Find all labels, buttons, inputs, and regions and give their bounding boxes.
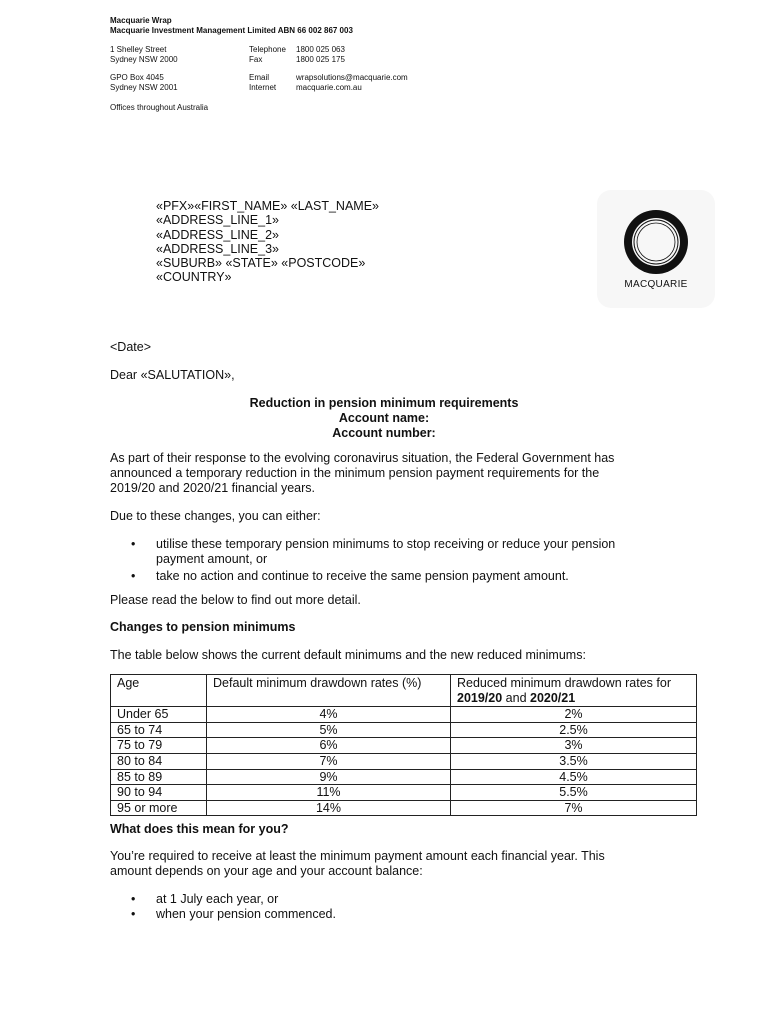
- sender-name: Macquarie Wrap: [110, 16, 172, 25]
- table-row: [111, 707, 697, 723]
- default-rate-cell: 9%: [207, 769, 451, 785]
- fax-label: Fax: [249, 55, 263, 64]
- read-below: Please read the below to find out more detail.: [110, 593, 361, 607]
- age-cell: 65 to 74: [111, 722, 207, 738]
- contact-grid: [110, 45, 466, 93]
- age-cell: 95 or more: [111, 800, 207, 816]
- po-box: GPO Box 4045: [110, 73, 164, 82]
- column-header-reduced: [451, 675, 697, 707]
- list-item: • at 1 July each year, or: [110, 892, 650, 907]
- telephone-label: Telephone: [249, 45, 286, 54]
- logo-wordmark: MACQUARIE: [624, 279, 688, 290]
- reduced-rate-cell: 4.5%: [451, 769, 697, 785]
- reduced-rate-cell: 7%: [451, 800, 697, 816]
- internet-label: Internet: [249, 83, 277, 92]
- salutation: Dear «SALUTATION»,: [110, 368, 235, 382]
- drawdown-rates-table: [110, 674, 697, 816]
- column-header-age: Age: [111, 675, 207, 707]
- po-suburb: Sydney NSW 2001: [110, 83, 178, 92]
- default-rate-cell: 5%: [207, 722, 451, 738]
- sender-details: [110, 16, 466, 113]
- fax-value: 1800 025 175: [296, 55, 345, 64]
- meaning-paragraph: You’re required to receive at least the minimum payment amount each financial year. This amount depends on your age and your account balance:: [110, 849, 605, 878]
- table-header-row: [111, 675, 697, 707]
- street-address: 1 Shelley Street: [110, 45, 167, 54]
- recipient-name: «PFX»«FIRST_NAME» «LAST_NAME»: [156, 199, 379, 213]
- age-cell: 80 to 84: [111, 753, 207, 769]
- timing-list: [110, 892, 650, 922]
- default-rate-cell: 6%: [207, 738, 451, 754]
- table-row: [111, 738, 697, 754]
- email-value: wrapsolutions@macquarie.com: [296, 73, 408, 82]
- table-row: [111, 769, 697, 785]
- meaning-heading: What does this mean for you?: [110, 822, 289, 836]
- table-row: [111, 800, 697, 816]
- letter-title: Reduction in pension minimum requirements: [249, 396, 519, 410]
- reduced-year-2: 2020/21: [530, 690, 576, 705]
- table-row: [111, 785, 697, 801]
- age-cell: 75 to 79: [111, 738, 207, 754]
- default-rate-cell: 11%: [207, 785, 451, 801]
- reduced-rate-cell: 3%: [451, 738, 697, 754]
- telephone-value: 1800 025 063: [296, 45, 345, 54]
- reduced-rate-cell: 2%: [451, 707, 697, 723]
- holey-dollar-icon: [609, 202, 703, 282]
- sender-entity: Macquarie Investment Management Limited ABN 66 002 867 003: [110, 26, 353, 35]
- recipient-address-line-3: «ADDRESS_LINE_3»: [156, 241, 279, 256]
- intro-paragraph: As part of their response to the evolving coronavirus situation, the Federal Government has announced a temporary reduction in the minimum pension payment requirements for the 2019/20 and 2020/21 financial years.: [110, 451, 615, 495]
- offices-note: Offices throughout Australia: [110, 103, 209, 112]
- recipient-address-line-2: «ADDRESS_LINE_2»: [156, 227, 279, 242]
- reduced-header-text: Reduced minimum drawdown rates for: [457, 676, 671, 690]
- age-cell: Under 65: [111, 707, 207, 723]
- letter-date: <Date>: [110, 340, 152, 354]
- internet-value: macquarie.com.au: [296, 83, 362, 92]
- age-cell: 90 to 94: [111, 785, 207, 801]
- reduced-rate-cell: 5.5%: [451, 785, 697, 801]
- age-cell: 85 to 89: [111, 769, 207, 785]
- list-item: • take no action and continue to receive the same pension payment amount.: [110, 569, 650, 584]
- table-row: [111, 722, 697, 738]
- recipient-country: «COUNTRY»: [156, 270, 232, 285]
- reduced-and: and: [502, 690, 530, 705]
- recipient-address-line-1: «ADDRESS_LINE_1»: [156, 213, 279, 228]
- account-name-label: Account name:: [338, 411, 430, 425]
- email-label: Email: [249, 73, 270, 82]
- default-rate-cell: 7%: [207, 753, 451, 769]
- macquarie-logo: [597, 190, 715, 308]
- column-header-default: Default minimum drawdown rates (%): [207, 675, 451, 707]
- list-item: • when your pension commenced.: [110, 907, 650, 922]
- recipient-address: [156, 199, 379, 285]
- table-intro: The table below shows the current default minimums and the new reduced minimums:: [110, 648, 586, 662]
- account-number-label: Account number:: [332, 426, 436, 440]
- street-suburb: Sydney NSW 2000: [110, 55, 178, 64]
- table-row: [111, 753, 697, 769]
- options-intro: Due to these changes, you can either:: [110, 509, 321, 523]
- reduced-year-1: 2019/20: [457, 690, 503, 705]
- default-rate-cell: 4%: [207, 707, 451, 723]
- options-list: [110, 537, 650, 584]
- changes-heading: Changes to pension minimums: [110, 620, 296, 634]
- letter-title-block: [110, 396, 658, 441]
- reduced-rate-cell: 3.5%: [451, 753, 697, 769]
- default-rate-cell: 14%: [207, 800, 451, 816]
- recipient-suburb-line: «SUBURB» «STATE» «POSTCODE»: [156, 256, 366, 271]
- reduced-rate-cell: 2.5%: [451, 722, 697, 738]
- list-item: • utilise these temporary pension minimums to stop receiving or reduce your pension payment amount, or: [110, 537, 650, 567]
